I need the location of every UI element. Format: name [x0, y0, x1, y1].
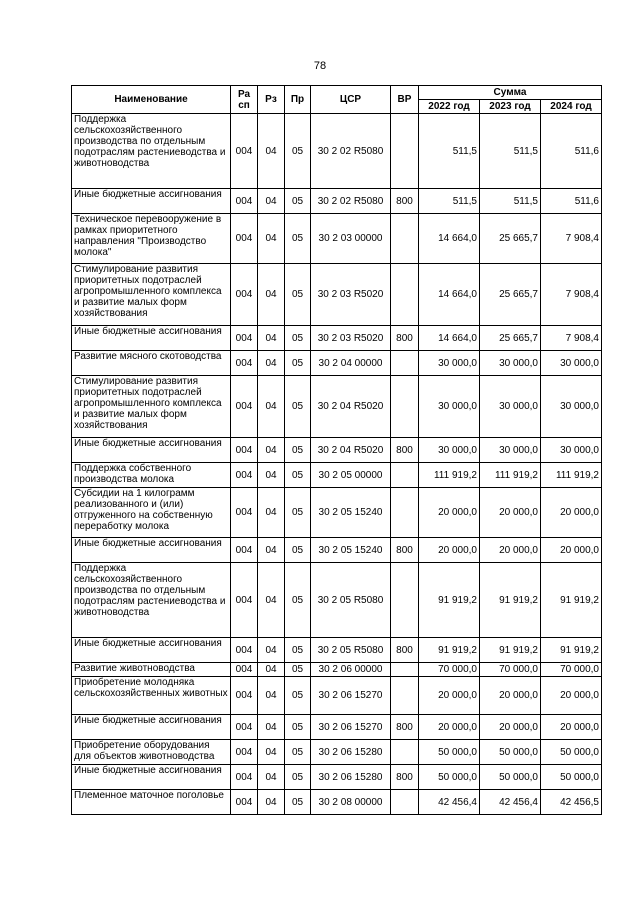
row-rz: 04 [258, 326, 285, 351]
row-sum-2022: 111 919,2 [419, 463, 480, 488]
row-sum-2024: 20 000,0 [541, 677, 602, 715]
row-sum-2024: 30 000,0 [541, 351, 602, 376]
row-name: Стимулирование развития приоритетных подотраслей агропромышленного комплекса и развитие малых форм хозяйствования [72, 264, 231, 326]
table-row [72, 214, 602, 264]
row-sum-2024: 7 908,4 [541, 214, 602, 264]
row-sum-2023: 50 000,0 [480, 765, 541, 790]
row-sum-2024: 7 908,4 [541, 264, 602, 326]
row-name: Стимулирование развития приоритетных подотраслей агропромышленного комплекса и развитие малых форм хозяйствования [72, 376, 231, 438]
row-rasp: 004 [231, 740, 258, 765]
row-vr: 800 [391, 438, 419, 463]
table-row [72, 663, 602, 677]
row-csr: 30 2 05 R5080 [311, 563, 391, 638]
row-sum-2023: 20 000,0 [480, 488, 541, 538]
table-row [72, 538, 602, 563]
row-csr: 30 2 02 R5080 [311, 189, 391, 214]
header-rasp: Ра сп [231, 86, 258, 114]
row-vr: 800 [391, 765, 419, 790]
row-rz: 04 [258, 677, 285, 715]
row-pr: 05 [285, 488, 311, 538]
row-rasp: 004 [231, 114, 258, 189]
row-vr [391, 488, 419, 538]
table-row [72, 638, 602, 663]
row-name: Субсидии на 1 килограмм реализованного и (или) отгруженного на собственную переработку молока [72, 488, 231, 538]
row-rz: 04 [258, 488, 285, 538]
row-csr: 30 2 03 00000 [311, 214, 391, 264]
row-csr: 30 2 02 R5080 [311, 114, 391, 189]
row-name: Иные бюджетные ассигнования [72, 189, 231, 214]
row-pr: 05 [285, 790, 311, 815]
row-sum-2024: 7 908,4 [541, 326, 602, 351]
row-rz: 04 [258, 351, 285, 376]
row-name: Иные бюджетные ассигнования [72, 438, 231, 463]
row-rz: 04 [258, 463, 285, 488]
row-vr [391, 351, 419, 376]
row-pr: 05 [285, 114, 311, 189]
header-pr: Пр [285, 86, 311, 114]
budget-table [71, 85, 602, 815]
row-sum-2024: 511,6 [541, 189, 602, 214]
row-sum-2024: 30 000,0 [541, 376, 602, 438]
table-row [72, 438, 602, 463]
row-name: Иные бюджетные ассигнования [72, 638, 231, 663]
row-csr: 30 2 06 15280 [311, 740, 391, 765]
row-sum-2023: 30 000,0 [480, 438, 541, 463]
row-sum-2024: 91 919,2 [541, 563, 602, 638]
row-csr: 30 2 05 R5080 [311, 638, 391, 663]
row-csr: 30 2 06 00000 [311, 663, 391, 677]
row-sum-2024: 20 000,0 [541, 538, 602, 563]
row-sum-2022: 20 000,0 [419, 677, 480, 715]
table-row [72, 326, 602, 351]
row-sum-2023: 91 919,2 [480, 563, 541, 638]
row-csr: 30 2 04 R5020 [311, 376, 391, 438]
table-row [72, 351, 602, 376]
row-sum-2022: 14 664,0 [419, 326, 480, 351]
row-name: Поддержка сельскохозяйственного производства по отдельным подотраслям растениеводства и животноводства [72, 563, 231, 638]
row-sum-2023: 30 000,0 [480, 351, 541, 376]
row-sum-2022: 50 000,0 [419, 740, 480, 765]
row-rz: 04 [258, 214, 285, 264]
row-sum-2022: 14 664,0 [419, 214, 480, 264]
row-sum-2022: 30 000,0 [419, 351, 480, 376]
row-pr: 05 [285, 740, 311, 765]
table-row [72, 563, 602, 638]
row-sum-2022: 20 000,0 [419, 715, 480, 740]
row-vr: 800 [391, 326, 419, 351]
row-vr [391, 740, 419, 765]
row-sum-2023: 20 000,0 [480, 538, 541, 563]
row-vr: 800 [391, 538, 419, 563]
row-name: Развитие животноводства [72, 663, 231, 677]
table-row [72, 765, 602, 790]
row-rasp: 004 [231, 563, 258, 638]
row-sum-2022: 70 000,0 [419, 663, 480, 677]
page-number: 78 [313, 60, 327, 72]
row-sum-2022: 42 456,4 [419, 790, 480, 815]
row-rz: 04 [258, 264, 285, 326]
table-row [72, 715, 602, 740]
row-csr: 30 2 05 00000 [311, 463, 391, 488]
row-sum-2023: 70 000,0 [480, 663, 541, 677]
row-pr: 05 [285, 376, 311, 438]
row-name: Техническое перевооружение в рамках приоритетного направления "Производство молока" [72, 214, 231, 264]
header-rz: Рз [258, 86, 285, 114]
row-vr [391, 463, 419, 488]
row-rasp: 004 [231, 663, 258, 677]
row-pr: 05 [285, 264, 311, 326]
row-rasp: 004 [231, 638, 258, 663]
row-rasp: 004 [231, 214, 258, 264]
row-vr [391, 114, 419, 189]
row-sum-2022: 20 000,0 [419, 538, 480, 563]
row-pr: 05 [285, 326, 311, 351]
row-sum-2023: 25 665,7 [480, 326, 541, 351]
row-name: Развитие мясного скотоводства [72, 351, 231, 376]
row-rasp: 004 [231, 351, 258, 376]
row-rasp: 004 [231, 488, 258, 538]
row-rasp: 004 [231, 677, 258, 715]
row-pr: 05 [285, 765, 311, 790]
row-rasp: 004 [231, 790, 258, 815]
row-pr: 05 [285, 538, 311, 563]
row-vr: 800 [391, 638, 419, 663]
row-pr: 05 [285, 438, 311, 463]
header-2023: 2023 год [480, 100, 541, 114]
table-row [72, 264, 602, 326]
table-row [72, 114, 602, 189]
row-sum-2024: 20 000,0 [541, 715, 602, 740]
row-name: Поддержка собственного производства молока [72, 463, 231, 488]
row-pr: 05 [285, 189, 311, 214]
row-vr [391, 790, 419, 815]
row-sum-2024: 20 000,0 [541, 488, 602, 538]
row-vr [391, 663, 419, 677]
row-name: Приобретение молодняка сельскохозяйственных животных [72, 677, 231, 715]
row-vr [391, 677, 419, 715]
row-sum-2022: 511,5 [419, 189, 480, 214]
row-name: Иные бюджетные ассигнования [72, 326, 231, 351]
row-sum-2023: 511,5 [480, 189, 541, 214]
row-csr: 30 2 04 00000 [311, 351, 391, 376]
row-sum-2023: 20 000,0 [480, 715, 541, 740]
header-2022: 2022 год [419, 100, 480, 114]
row-rasp: 004 [231, 715, 258, 740]
row-csr: 30 2 03 R5020 [311, 264, 391, 326]
header-vr: ВР [391, 86, 419, 114]
table-row [72, 463, 602, 488]
header-name: Наименование [72, 86, 231, 114]
row-sum-2024: 511,6 [541, 114, 602, 189]
row-rz: 04 [258, 376, 285, 438]
row-pr: 05 [285, 351, 311, 376]
row-vr [391, 214, 419, 264]
row-csr: 30 2 05 15240 [311, 488, 391, 538]
row-sum-2022: 14 664,0 [419, 264, 480, 326]
row-sum-2024: 91 919,2 [541, 638, 602, 663]
row-pr: 05 [285, 663, 311, 677]
row-sum-2022: 30 000,0 [419, 376, 480, 438]
row-pr: 05 [285, 715, 311, 740]
row-rz: 04 [258, 740, 285, 765]
row-rz: 04 [258, 638, 285, 663]
row-rz: 04 [258, 563, 285, 638]
row-name: Поддержка сельскохозяйственного производства по отдельным подотраслям растениеводства и животноводства [72, 114, 231, 189]
row-sum-2022: 30 000,0 [419, 438, 480, 463]
row-sum-2023: 111 919,2 [480, 463, 541, 488]
row-csr: 30 2 04 R5020 [311, 438, 391, 463]
row-rasp: 004 [231, 438, 258, 463]
header-summa: Сумма [419, 86, 602, 100]
row-rasp: 004 [231, 463, 258, 488]
row-rasp: 004 [231, 538, 258, 563]
row-rz: 04 [258, 715, 285, 740]
row-name: Племенное маточное поголовье [72, 790, 231, 815]
row-rasp: 004 [231, 765, 258, 790]
row-pr: 05 [285, 638, 311, 663]
header-2024: 2024 год [541, 100, 602, 114]
row-sum-2022: 91 919,2 [419, 638, 480, 663]
row-sum-2023: 30 000,0 [480, 376, 541, 438]
row-csr: 30 2 08 00000 [311, 790, 391, 815]
row-csr: 30 2 06 15270 [311, 715, 391, 740]
row-vr: 800 [391, 189, 419, 214]
row-vr [391, 376, 419, 438]
row-pr: 05 [285, 214, 311, 264]
row-sum-2023: 50 000,0 [480, 740, 541, 765]
header-csr: ЦСР [311, 86, 391, 114]
table-row [72, 790, 602, 815]
row-rz: 04 [258, 189, 285, 214]
row-rasp: 004 [231, 264, 258, 326]
row-csr: 30 2 06 15280 [311, 765, 391, 790]
row-name: Иные бюджетные ассигнования [72, 538, 231, 563]
row-name: Иные бюджетные ассигнования [72, 715, 231, 740]
row-rz: 04 [258, 790, 285, 815]
row-rz: 04 [258, 114, 285, 189]
row-sum-2023: 42 456,4 [480, 790, 541, 815]
row-sum-2022: 20 000,0 [419, 488, 480, 538]
row-sum-2023: 91 919,2 [480, 638, 541, 663]
row-vr [391, 264, 419, 326]
row-rasp: 004 [231, 376, 258, 438]
row-csr: 30 2 03 R5020 [311, 326, 391, 351]
table-row [72, 376, 602, 438]
row-rz: 04 [258, 765, 285, 790]
table-row [72, 677, 602, 715]
row-rz: 04 [258, 663, 285, 677]
row-sum-2024: 50 000,0 [541, 765, 602, 790]
row-pr: 05 [285, 563, 311, 638]
row-sum-2022: 91 919,2 [419, 563, 480, 638]
row-sum-2022: 50 000,0 [419, 765, 480, 790]
row-sum-2023: 511,5 [480, 114, 541, 189]
row-name: Приобретение оборудования для объектов животноводства [72, 740, 231, 765]
table-row [72, 189, 602, 214]
row-sum-2024: 42 456,5 [541, 790, 602, 815]
row-sum-2023: 25 665,7 [480, 264, 541, 326]
row-sum-2023: 20 000,0 [480, 677, 541, 715]
row-rz: 04 [258, 438, 285, 463]
table-row [72, 488, 602, 538]
row-sum-2024: 70 000,0 [541, 663, 602, 677]
row-sum-2024: 30 000,0 [541, 438, 602, 463]
row-rasp: 004 [231, 326, 258, 351]
row-sum-2022: 511,5 [419, 114, 480, 189]
row-csr: 30 2 06 15270 [311, 677, 391, 715]
row-sum-2024: 111 919,2 [541, 463, 602, 488]
row-pr: 05 [285, 677, 311, 715]
row-rz: 04 [258, 538, 285, 563]
row-name: Иные бюджетные ассигнования [72, 765, 231, 790]
row-pr: 05 [285, 463, 311, 488]
row-vr [391, 563, 419, 638]
row-vr: 800 [391, 715, 419, 740]
row-sum-2023: 25 665,7 [480, 214, 541, 264]
table-row [72, 740, 602, 765]
row-csr: 30 2 05 15240 [311, 538, 391, 563]
row-rasp: 004 [231, 189, 258, 214]
row-sum-2024: 50 000,0 [541, 740, 602, 765]
